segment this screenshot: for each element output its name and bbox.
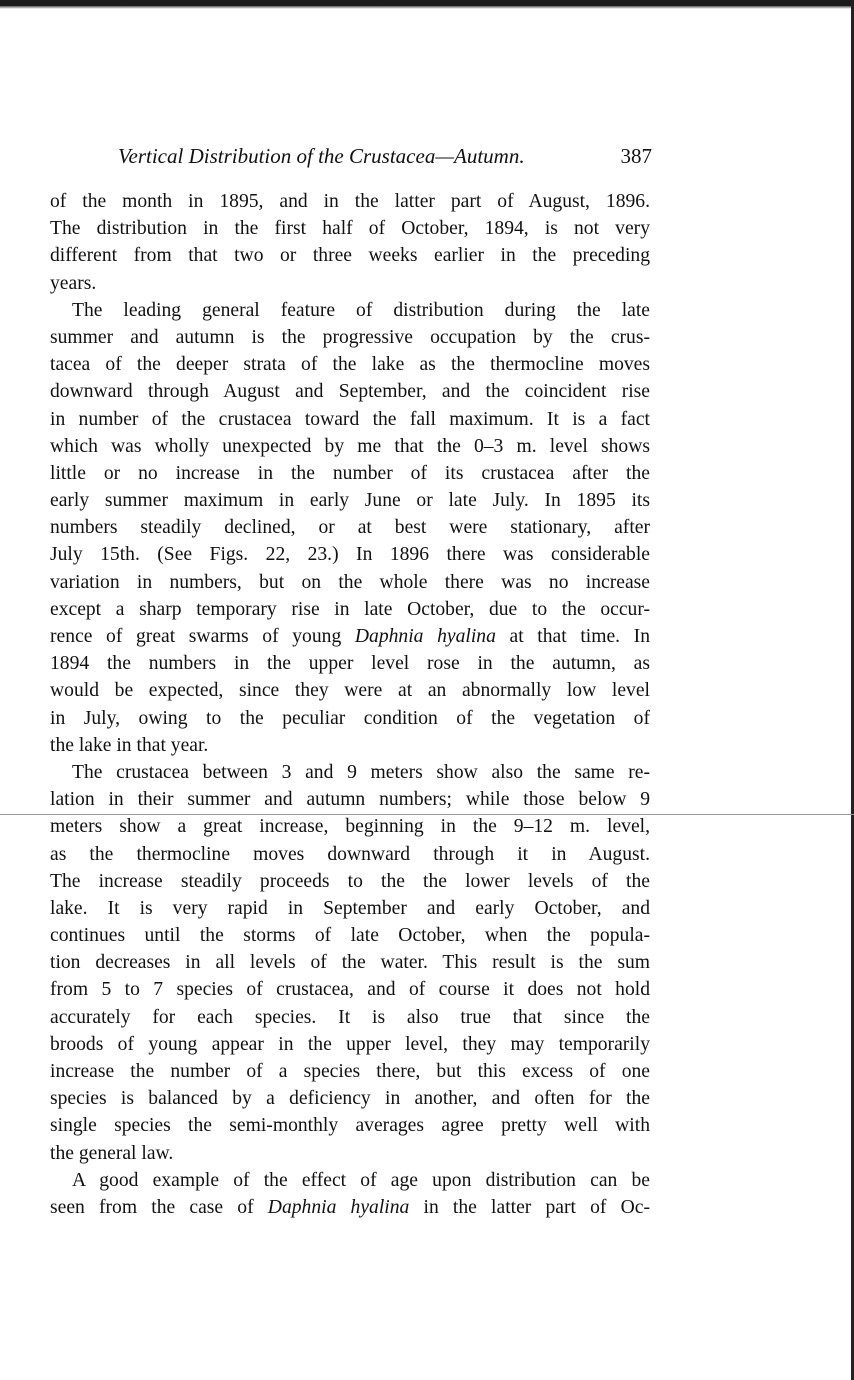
text-line: variation in numbers, but on the whole there was no increase: [50, 571, 650, 593]
text-line: would be expected, since they were at an abnormally low level: [50, 680, 650, 702]
text-line: the general law.: [50, 1142, 174, 1164]
text-line: lake. It is very rapid in September and early October, and: [50, 897, 650, 919]
text-line: The crustacea between 3 and 9 meters show also the same re-: [72, 761, 650, 783]
text-line: [50, 623, 650, 650]
text-line: broods of young appear in the upper level, they may temporarily: [50, 1033, 650, 1055]
text-line: single species the semi-monthly averages agree pretty well with: [50, 1115, 650, 1137]
top-edge-fade: [0, 6, 854, 9]
species-name-italic: Daphnia hyalina: [267, 1196, 410, 1218]
text-line: July 15th. (See Figs. 22, 23.) In 1896 there was considerable: [50, 544, 650, 566]
text-line: summer and autumn is the progressive occupation by the crus-: [50, 326, 650, 348]
text-line: downward through August and September, and the coincident rise: [50, 381, 650, 403]
text-segment: in the latter part of Oc-: [423, 1196, 650, 1218]
text-segment: at that time. In: [509, 626, 651, 647]
text-segment: seen from the case of: [50, 1196, 254, 1218]
running-head: Vertical Distribution of the Crustacea—Autumn.: [118, 144, 525, 168]
text-line: continues until the storms of late October, when the popula-: [50, 925, 650, 947]
text-line: lation in their summer and autumn numbers; while those below 9: [50, 789, 650, 811]
text-line: increase the number of a species there, but this excess of one: [50, 1061, 650, 1082]
body-text: [50, 188, 650, 1221]
text-line: different from that two or three weeks earlier in the preceding: [50, 245, 650, 267]
text-line: 1894 the numbers in the upper level rose in the autumn, as: [50, 653, 650, 675]
text-line: little or no increase in the number of its crustacea after the: [50, 462, 650, 484]
text-line: numbers steadily declined, or at best were stationary, after: [50, 517, 650, 539]
page-number: 387: [620, 144, 652, 168]
paragraph: [50, 297, 650, 759]
text-line: from 5 to 7 species of crustacea, and of course it does not hold: [50, 979, 650, 1001]
text-line: The distribution in the first half of October, 1894, is not very: [50, 218, 650, 240]
text-line: except a sharp temporary rise in late October, due to the occur-: [50, 598, 650, 620]
text-line: which was wholly unexpected by me that the 0–3 m. level shows: [50, 435, 650, 457]
text-line: in July, owing to the peculiar condition of the vegetation of: [50, 707, 650, 729]
text-line: A good example of the effect of age upon distribution can be: [72, 1169, 650, 1191]
paragraph: [50, 188, 650, 297]
text-line: early summer maximum in early June or late July. In 1895 its: [50, 490, 650, 512]
text-line: the lake in that year.: [50, 734, 209, 756]
text-line: species is balanced by a deficiency in another, and often for the: [50, 1088, 650, 1110]
text-line: The leading general feature of distribution during the late: [72, 299, 650, 321]
species-name-italic: Daphnia hyalina: [354, 626, 496, 647]
text-line: of the month in 1895, and in the latter part of August, 1896.: [50, 191, 650, 212]
page-header: [118, 144, 652, 174]
text-line: accurately for each species. It is also true that since the: [50, 1006, 650, 1028]
text-segment: rence of great swarms of young: [50, 626, 342, 647]
text-line: [50, 1194, 650, 1221]
text-line: in number of the crustacea toward the fall maximum. It is a fact: [50, 408, 650, 430]
paragraph: [50, 1167, 650, 1221]
text-line: tion decreases in all levels of the water. This result is the sum: [50, 952, 650, 974]
text-line: tacea of the deeper strata of the lake as the thermocline moves: [50, 354, 650, 376]
text-line: meters show a great increase, beginning in the 9–12 m. level,: [50, 816, 650, 838]
paragraph: [50, 759, 650, 1167]
text-line: years.: [50, 272, 97, 294]
text-line: as the thermocline moves downward through it in August.: [50, 843, 650, 865]
text-line: The increase steadily proceeds to the the lower levels of the: [50, 870, 650, 892]
